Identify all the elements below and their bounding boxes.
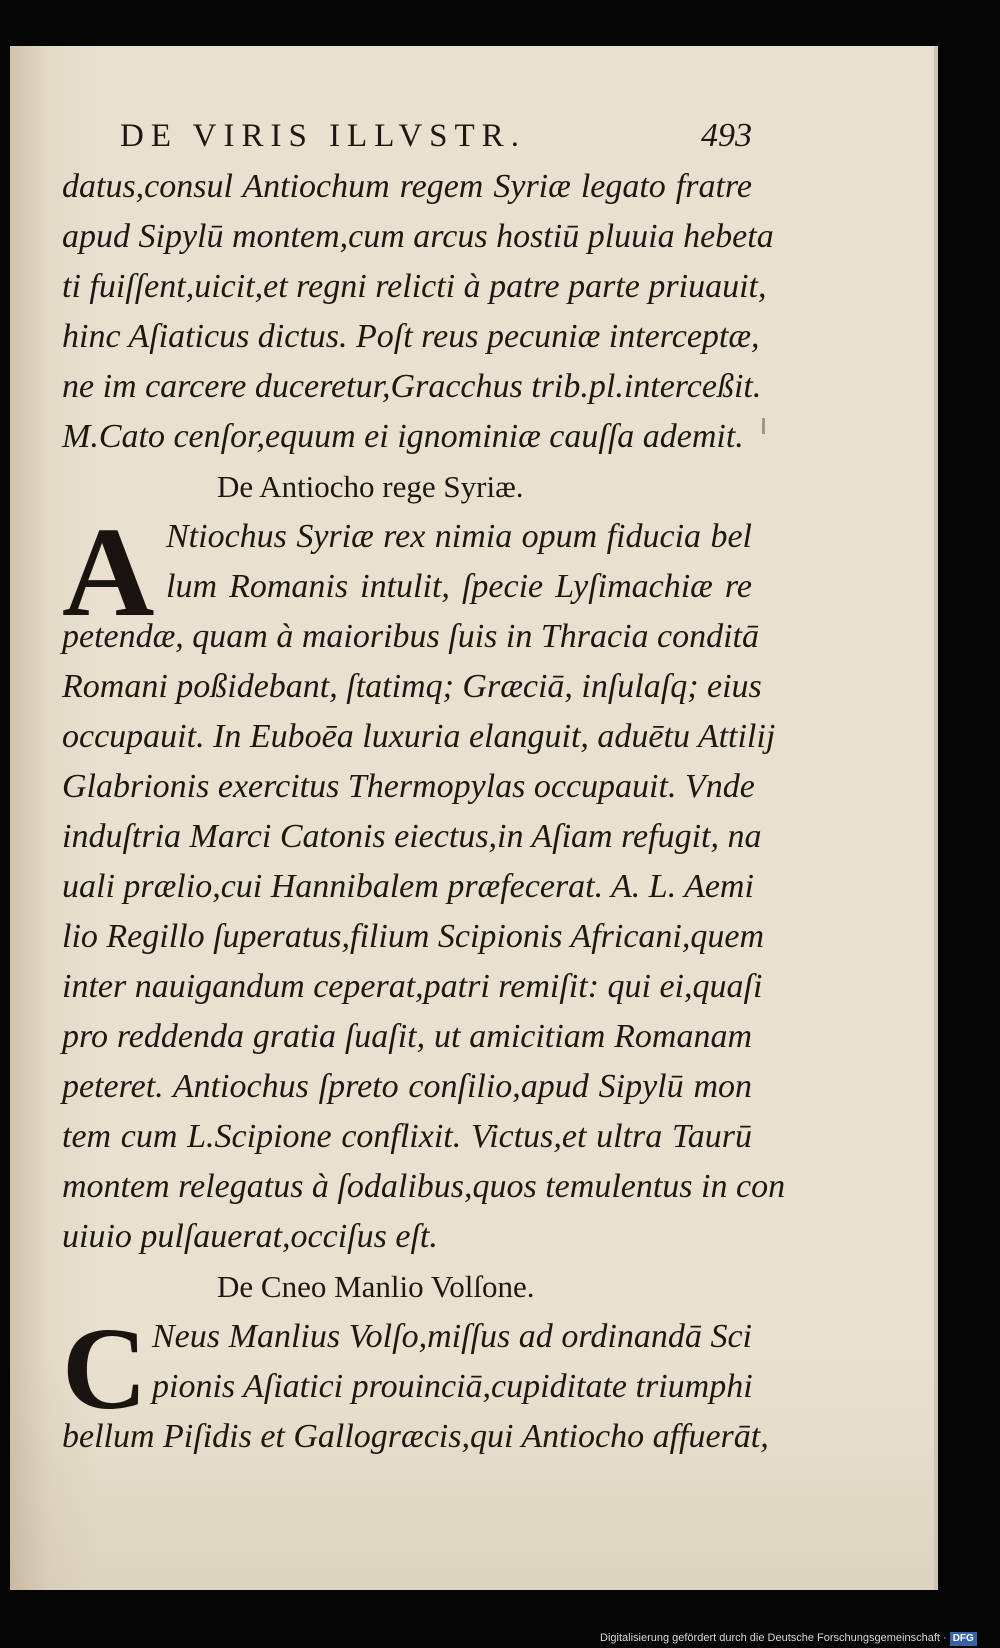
text-line: ti fuiſſent,uicit,et regni relicti à patre parte priuauit, — [62, 268, 767, 305]
text-line: lum Romanis intulit, ſpecie Lyſimachiæ re — [166, 568, 752, 605]
credit-text: Digitalisierung gefördert durch die Deutsche Forschungsgemeinschaft · — [600, 1632, 947, 1644]
text-line: peteret. Antiochus ſpreto conſilio,apud Sipylū mon — [62, 1068, 752, 1105]
text-line: bellum Piſidis et Gallogræcis,qui Antiocho affuerāt, — [62, 1418, 769, 1455]
book-page — [10, 46, 938, 1590]
text-line: hinc Aſiaticus dictus. Poſt reus pecuniæ interceptæ, — [62, 318, 760, 355]
text-line: inter nauigandum ceperat,patri remiſit: qui ei,quaſi — [62, 968, 763, 1005]
text-line: Romani poßidebant, ſtatimq; Græciā, inſulaſq; eius — [62, 668, 762, 705]
text-block — [62, 110, 786, 1462]
drop-cap-initial: A — [62, 501, 155, 643]
section-heading-antiochus: De Antiocho rege Syriæ. — [217, 469, 524, 504]
text-line: uiuio pulſauerat,occiſus eſt. — [62, 1218, 438, 1255]
text-line: induſtria Marci Catonis eiectus,in Aſiam refugit, na — [62, 818, 762, 855]
dfg-logo-badge: DFG — [950, 1632, 977, 1646]
text-line: uali prælio,cui Hannibalem præfecerat. A. L. Aemi — [62, 868, 754, 905]
paragraph-antiochus — [62, 501, 786, 1262]
text-line: Neus Manlius Volſo,miſſus ad ordinandā Sci — [152, 1318, 752, 1355]
paragraph-manlius — [62, 1303, 769, 1462]
running-head — [62, 110, 752, 162]
running-title: DE VIRIS ILLVSTR. — [120, 118, 526, 154]
text-lines-block-1 — [62, 162, 774, 462]
margin-mark — [762, 418, 765, 434]
text-line: datus,consul Antiochum regem Syriæ legato fratre — [62, 168, 752, 205]
text-line: pionis Aſiatici prouinciā,cupiditate triumphi — [152, 1368, 753, 1405]
text-line: occupauit. In Euboēa luxuria elanguit, aduētu Attilij — [62, 718, 776, 755]
text-line: tem cum L.Scipione conflixit. Victus,et ultra Taurū — [62, 1118, 752, 1155]
text-line: montem relegatus à ſodalibus,quos temulentus in con — [62, 1168, 786, 1205]
text-line: ne im carcere duceretur,Gracchus trib.pl.interceßit. — [62, 368, 762, 405]
text-line: apud Sipylū montem,cum arcus hostiū pluuia hebeta — [62, 218, 774, 255]
section-heading-manlius: De Cneo Manlio Volſone. — [217, 1269, 535, 1304]
text-line: lio Regillo ſuperatus,filium Scipionis Africani,quem — [62, 918, 764, 955]
text-line: pro reddenda gratia ſuaſit, ut amicitiam Romanam — [62, 1018, 752, 1055]
page-number: 493 — [701, 117, 752, 154]
text-line: petendæ, quam à maioribus ſuis in Thracia conditā — [62, 618, 759, 655]
text-line: M.Cato cenſor,equum ei ignominiæ cauſſa ademit. — [62, 418, 744, 455]
text-line: Glabrionis exercitus Thermopylas occupauit. Vnde — [62, 768, 755, 805]
text-line: Ntiochus Syriæ rex nimia opum fiducia bel — [166, 518, 752, 555]
drop-cap-initial: C — [62, 1303, 148, 1434]
digitization-credit — [600, 1628, 1000, 1648]
